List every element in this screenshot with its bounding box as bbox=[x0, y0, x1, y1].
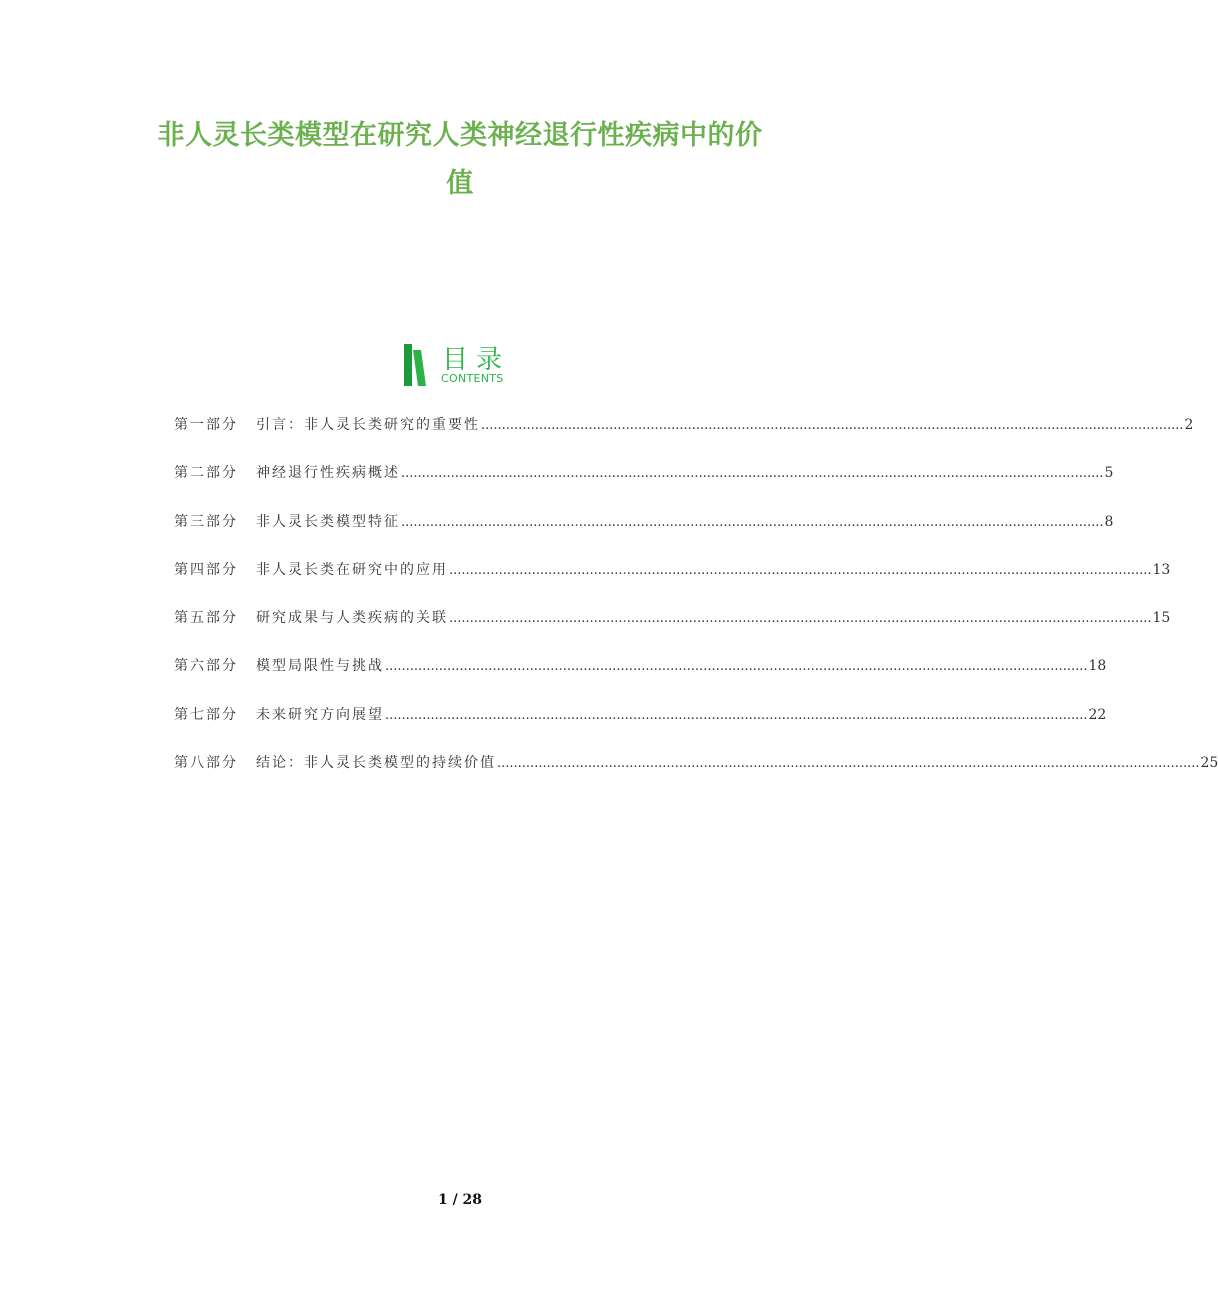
toc-entry-leader: .......................................................................................................................................................................... bbox=[401, 514, 1104, 530]
contents-logo-icon bbox=[404, 344, 426, 386]
toc-entry-title: 非人灵长类在研究中的应用 bbox=[256, 561, 448, 578]
toc-entry-2[interactable] bbox=[174, 462, 1114, 510]
toc-entry-leader: .......................................................................................................................................................................... bbox=[385, 659, 1088, 675]
toc-entry-part: 第五部分 bbox=[174, 610, 238, 627]
toc-entry-6[interactable] bbox=[174, 655, 1107, 703]
toc-entry-leader: .......................................................................................................................................................................... bbox=[449, 562, 1152, 578]
toc-entry-4[interactable] bbox=[174, 559, 1171, 607]
toc-entry-part: 第四部分 bbox=[174, 561, 238, 578]
toc-entry-page: 22 bbox=[1088, 706, 1107, 723]
toc-entry-title: 神经退行性疾病概述 bbox=[256, 465, 400, 482]
toc-entry-title: 结论：非人灵长类模型的持续价值 bbox=[256, 755, 496, 772]
toc-entry-title: 非人灵长类模型特征 bbox=[256, 513, 400, 530]
toc-entry-page: 13 bbox=[1152, 561, 1171, 578]
document-title-line-2: 值 bbox=[446, 168, 474, 199]
toc-entry-leader: .......................................................................................................................................................................... bbox=[449, 611, 1152, 627]
toc-entry-part: 第六部分 bbox=[174, 658, 238, 675]
toc-entry-title: 未来研究方向展望 bbox=[256, 706, 384, 723]
toc-entry-part: 第七部分 bbox=[174, 706, 238, 723]
toc-entry-7[interactable] bbox=[174, 704, 1107, 752]
toc-entry-page: 8 bbox=[1104, 513, 1114, 530]
toc-entry-3[interactable] bbox=[174, 511, 1114, 559]
toc-entry-page: 18 bbox=[1088, 658, 1107, 675]
toc-entry-title: 模型局限性与挑战 bbox=[256, 658, 384, 675]
toc-entry-title: 引言：非人灵长类研究的重要性 bbox=[256, 417, 480, 433]
table-of-contents bbox=[174, 414, 1218, 800]
toc-entry-part: 第一部分 bbox=[174, 417, 238, 433]
document-title-line-1: 非人灵长类模型在研究人类神经退行性疾病中的价 bbox=[157, 120, 763, 151]
toc-heading: 目录 bbox=[442, 345, 511, 375]
document-title bbox=[130, 112, 790, 208]
toc-entry-page: 5 bbox=[1104, 465, 1114, 482]
toc-header bbox=[404, 343, 544, 387]
toc-entry-8[interactable] bbox=[174, 752, 1218, 800]
toc-entry-1[interactable] bbox=[174, 414, 1194, 462]
toc-entry-leader: .......................................................................................................................................................................... bbox=[385, 707, 1088, 723]
toc-entry-page: 15 bbox=[1152, 610, 1171, 627]
toc-entry-title: 研究成果与人类疾病的关联 bbox=[256, 610, 448, 627]
toc-subheading: CONTENTS bbox=[441, 372, 504, 385]
toc-entry-leader: .......................................................................................................................................................................... bbox=[401, 466, 1104, 482]
toc-entry-5[interactable] bbox=[174, 607, 1171, 655]
page-number: 1 / 28 bbox=[437, 1192, 483, 1208]
toc-entry-part: 第八部分 bbox=[174, 755, 238, 772]
toc-entry-part: 第三部分 bbox=[174, 513, 238, 530]
toc-entry-page: 2 bbox=[1184, 417, 1194, 433]
toc-entry-page: 25 bbox=[1200, 755, 1218, 772]
toc-entry-leader: .......................................................................................................................................................................... bbox=[481, 418, 1184, 433]
toc-entry-part: 第二部分 bbox=[174, 465, 238, 482]
toc-entry-leader: .......................................................................................................................................................................... bbox=[497, 756, 1200, 772]
